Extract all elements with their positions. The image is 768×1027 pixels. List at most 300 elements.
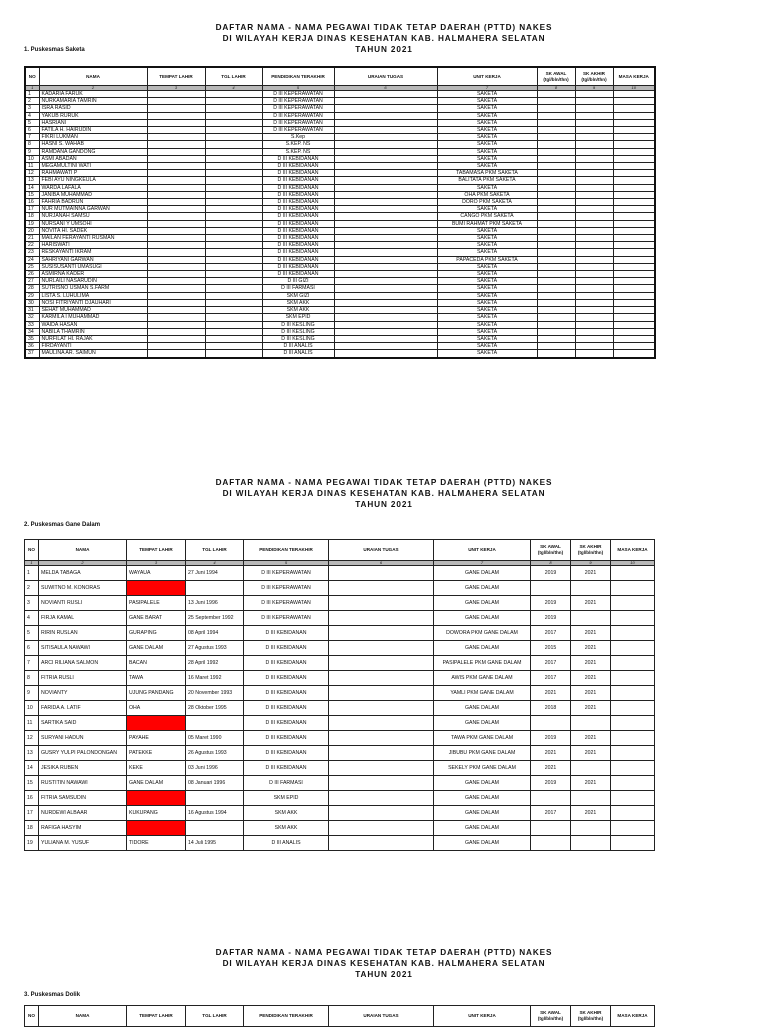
table-row xyxy=(25,611,655,626)
cell-sk-awal xyxy=(537,285,575,292)
cell-nama: RIRIN RUSLAN xyxy=(39,626,127,641)
cell-uraian-tugas xyxy=(329,566,434,581)
cell-unit-kerja: GANE DALAM xyxy=(434,611,531,626)
cell-uraian-tugas xyxy=(329,716,434,731)
cell-pendidikan: D III FARMASI xyxy=(262,285,334,292)
cell-tgl-lahir: 13 Juni 1996 xyxy=(186,596,244,611)
cell-no: 34 xyxy=(25,328,39,335)
cell-unit-kerja: OHA PKM SAKETA xyxy=(437,191,537,198)
cell-sk-awal xyxy=(537,249,575,256)
cell-unit-kerja: GANE DALAM xyxy=(434,776,531,791)
cell-uraian-tugas xyxy=(329,746,434,761)
cell-masa-kerja xyxy=(613,91,655,98)
cell-nama: NURFILAT HI. RAJAK xyxy=(39,335,147,342)
cell-pendidikan: D III KEPERAWATAN xyxy=(244,566,329,581)
cell-unit-kerja: SAKETA xyxy=(437,299,537,306)
cell-nama: YAKUB RURUK xyxy=(39,112,147,119)
cell-masa-kerja xyxy=(611,701,655,716)
cell-tempat-lahir xyxy=(147,155,205,162)
cell-unit-kerja: SEKELY PKM GANE DALAM xyxy=(434,761,531,776)
doc-title-line3: TAHUN 2021 xyxy=(355,45,413,54)
cell-unit-kerja: SAKETA xyxy=(437,242,537,249)
cell-unit-kerja: SAKETA xyxy=(437,105,537,112)
cell-sk-akhir xyxy=(575,127,613,134)
cell-sk-awal xyxy=(531,836,571,851)
cell-sk-akhir xyxy=(571,761,611,776)
cell-nama: MAULINA AR. SAIMUN xyxy=(39,350,147,358)
cell-tempat-lahir xyxy=(147,307,205,314)
cell-tempat-lahir xyxy=(147,256,205,263)
cell-uraian-tugas xyxy=(329,836,434,851)
cell-unit-kerja: GANE DALAM xyxy=(434,566,531,581)
cell-no: 9 xyxy=(25,148,39,155)
cell-tgl-lahir xyxy=(205,119,262,126)
cell-unit-kerja: SAKETA xyxy=(437,119,537,126)
cell-tgl-lahir xyxy=(205,350,262,358)
cell-sk-awal xyxy=(537,177,575,184)
cell-no: 4 xyxy=(25,611,39,626)
cell-pendidikan: D III KEPERAWATAN xyxy=(244,596,329,611)
cell-unit-kerja: GANE DALAM xyxy=(434,791,531,806)
column-header-tgl-lahir: TGL LAHIR xyxy=(186,1006,244,1027)
cell-nama: FITRIA SAMSUDIN xyxy=(39,791,127,806)
cell-masa-kerja xyxy=(613,278,655,285)
cell-tgl-lahir xyxy=(205,271,262,278)
cell-tempat-lahir xyxy=(147,328,205,335)
cell-nama: WARDA LAFALA xyxy=(39,184,147,191)
table-row xyxy=(25,314,655,321)
cell-nama: HASRIANI xyxy=(39,119,147,126)
cell-tgl-lahir: 27 Agustus 1993 xyxy=(186,641,244,656)
cell-no: 17 xyxy=(25,806,39,821)
cell-sk-awal xyxy=(537,119,575,126)
cell-uraian-tugas xyxy=(334,235,437,242)
table-row xyxy=(25,307,655,314)
table-row xyxy=(25,199,655,206)
cell-tempat-lahir xyxy=(147,321,205,328)
cell-uraian-tugas xyxy=(329,641,434,656)
cell-uraian-tugas xyxy=(329,656,434,671)
cell-sk-awal xyxy=(537,170,575,177)
cell-uraian-tugas xyxy=(334,177,437,184)
cell-sk-awal xyxy=(537,91,575,98)
cell-uraian-tugas xyxy=(329,671,434,686)
table-row xyxy=(25,249,655,256)
column-header-sk-awal: SK AWAL (tgl/bln/thn) xyxy=(531,1006,571,1027)
column-number: 2 xyxy=(39,86,147,91)
cell-nama: ASMI ABADAN xyxy=(39,155,147,162)
column-header-unit-kerja: UNIT KERJA xyxy=(437,67,537,86)
cell-unit-kerja: AWIS PKM GANE DALAM xyxy=(434,671,531,686)
cell-masa-kerja xyxy=(611,581,655,596)
cell-sk-awal xyxy=(531,821,571,836)
column-header-tgl-lahir: TGL LAHIR xyxy=(186,540,244,561)
cell-unit-kerja: SAKETA xyxy=(437,163,537,170)
cell-tempat-lahir xyxy=(147,235,205,242)
cell-tempat-lahir xyxy=(127,581,186,596)
cell-nama: MELDA TABAGA xyxy=(39,566,127,581)
cell-unit-kerja: SAKETA xyxy=(437,343,537,350)
table-row xyxy=(25,321,655,328)
cell-sk-awal: 2021 xyxy=(531,686,571,701)
cell-nama: NURDEWI ALBAAR xyxy=(39,806,127,821)
cell-unit-kerja: CANGO PKM SAKETA xyxy=(437,213,537,220)
cell-pendidikan: D III KEPERAWATAN xyxy=(262,127,334,134)
cell-sk-awal xyxy=(537,328,575,335)
table-row xyxy=(25,242,655,249)
table-row xyxy=(25,335,655,342)
cell-tgl-lahir: 28 Oktober 1995 xyxy=(186,701,244,716)
table-row xyxy=(25,626,655,641)
table-row xyxy=(25,836,655,851)
cell-tgl-lahir xyxy=(205,163,262,170)
cell-no: 26 xyxy=(25,271,39,278)
cell-no: 19 xyxy=(25,220,39,227)
cell-masa-kerja xyxy=(611,686,655,701)
cell-uraian-tugas xyxy=(334,141,437,148)
table-row xyxy=(25,731,655,746)
cell-uraian-tugas xyxy=(334,191,437,198)
cell-sk-awal xyxy=(537,227,575,234)
cell-sk-akhir: 2021 xyxy=(571,671,611,686)
column-number: 3 xyxy=(147,86,205,91)
table-row xyxy=(25,596,655,611)
cell-uraian-tugas xyxy=(334,343,437,350)
table-row xyxy=(25,566,655,581)
cell-uraian-tugas xyxy=(329,581,434,596)
cell-no: 16 xyxy=(25,791,39,806)
cell-sk-awal xyxy=(537,307,575,314)
column-header-sk-akhir: SK AKHIR (tgl/bln/thn) xyxy=(575,67,613,86)
table-row xyxy=(25,299,655,306)
cell-nama: NOVIANTY xyxy=(39,686,127,701)
table-row xyxy=(25,148,655,155)
column-number: 1 xyxy=(25,561,39,566)
cell-nama: ARCI RILIANA SALMON xyxy=(39,656,127,671)
cell-tempat-lahir xyxy=(147,314,205,321)
cell-nama: FATILA H. HAIRUDIN xyxy=(39,127,147,134)
cell-masa-kerja xyxy=(611,731,655,746)
cell-pendidikan: D III KEBIDANAN xyxy=(262,177,334,184)
cell-tempat-lahir xyxy=(127,791,186,806)
cell-pendidikan: D III KESLING xyxy=(262,328,334,335)
cell-uraian-tugas xyxy=(329,761,434,776)
cell-masa-kerja xyxy=(613,112,655,119)
cell-sk-akhir xyxy=(575,314,613,321)
cell-unit-kerja: SAKETA xyxy=(437,335,537,342)
column-number: 10 xyxy=(611,561,655,566)
cell-tgl-lahir xyxy=(205,256,262,263)
cell-tempat-lahir: WAYAUA xyxy=(127,566,186,581)
cell-pendidikan: SKM EPID xyxy=(244,791,329,806)
cell-no: 11 xyxy=(25,163,39,170)
cell-tempat-lahir xyxy=(147,220,205,227)
cell-nama: RAMDANA GANDONG xyxy=(39,148,147,155)
cell-pendidikan: SKM AKK xyxy=(244,806,329,821)
cell-sk-awal xyxy=(537,220,575,227)
cell-sk-akhir xyxy=(575,220,613,227)
cell-pendidikan: D III KEBIDANAN xyxy=(244,701,329,716)
cell-unit-kerja: GANE DALAM xyxy=(434,821,531,836)
doc-title-line1: DAFTAR NAMA - NAMA PEGAWAI TIDAK TETAP DAERAH (PTTD) NAKES xyxy=(215,23,553,32)
cell-pendidikan: D III KEBIDANAN xyxy=(244,686,329,701)
cell-masa-kerja xyxy=(613,98,655,105)
cell-unit-kerja: TAWA PKM GANE DALAM xyxy=(434,731,531,746)
cell-no: 7 xyxy=(25,656,39,671)
cell-tgl-lahir xyxy=(205,213,262,220)
cell-sk-akhir xyxy=(575,307,613,314)
cell-sk-akhir: 2021 xyxy=(571,731,611,746)
cell-tgl-lahir: 20 November 1993 xyxy=(186,686,244,701)
cell-unit-kerja: SAKETA xyxy=(437,184,537,191)
cell-tempat-lahir: OHA xyxy=(127,701,186,716)
cell-tgl-lahir xyxy=(205,299,262,306)
cell-no: 8 xyxy=(25,671,39,686)
column-number: 8 xyxy=(531,561,571,566)
cell-uraian-tugas xyxy=(334,271,437,278)
table-row xyxy=(25,716,655,731)
cell-nama: NABILA THAMRIN xyxy=(39,328,147,335)
cell-tgl-lahir: 25 September 1992 xyxy=(186,611,244,626)
table-row xyxy=(25,581,655,596)
cell-nama: SURYANI HADUN xyxy=(39,731,127,746)
cell-tempat-lahir: GURAPING xyxy=(127,626,186,641)
cell-unit-kerja: SAKETA xyxy=(437,328,537,335)
cell-sk-awal: 2019 xyxy=(531,776,571,791)
cell-pendidikan: D III KEPERAWATAN xyxy=(262,119,334,126)
cell-uraian-tugas xyxy=(334,163,437,170)
cell-sk-awal: 2021 xyxy=(531,761,571,776)
cell-no: 36 xyxy=(25,343,39,350)
cell-no: 22 xyxy=(25,242,39,249)
cell-sk-awal xyxy=(537,263,575,270)
cell-sk-awal: 2017 xyxy=(531,626,571,641)
column-header-masa-kerja: MASA KERJA xyxy=(611,540,655,561)
cell-nama: SUSISUSANTI UMASUGI xyxy=(39,263,147,270)
table-row xyxy=(25,177,655,184)
column-number: 10 xyxy=(613,86,655,91)
cell-sk-awal xyxy=(531,716,571,731)
column-header-sk-akhir: SK AKHIR (tgl/bln/thn) xyxy=(571,540,611,561)
cell-masa-kerja xyxy=(613,127,655,134)
cell-sk-akhir xyxy=(571,821,611,836)
column-header-no: NO xyxy=(25,540,39,561)
cell-nama: ISRA RASID xyxy=(39,105,147,112)
cell-masa-kerja xyxy=(613,141,655,148)
cell-sk-awal xyxy=(537,184,575,191)
cell-unit-kerja: YAMLI PKM GANE DALAM xyxy=(434,686,531,701)
column-header-masa-kerja: MASA KERJA xyxy=(613,67,655,86)
cell-tempat-lahir xyxy=(147,127,205,134)
cell-uraian-tugas xyxy=(334,155,437,162)
column-number: 6 xyxy=(329,561,434,566)
cell-pendidikan: D III KEBIDANAN xyxy=(262,155,334,162)
cell-sk-awal xyxy=(537,335,575,342)
cell-sk-akhir xyxy=(575,278,613,285)
cell-unit-kerja: DOWORA PKM GANE DALAM xyxy=(434,626,531,641)
cell-unit-kerja: GANE DALAM xyxy=(434,716,531,731)
cell-no: 16 xyxy=(25,199,39,206)
cell-sk-akhir xyxy=(575,328,613,335)
column-header-unit-kerja: UNIT KERJA xyxy=(434,1006,531,1027)
cell-no: 30 xyxy=(25,299,39,306)
cell-pendidikan: SKM AKK xyxy=(244,821,329,836)
cell-sk-akhir xyxy=(575,350,613,358)
cell-no: 2 xyxy=(25,98,39,105)
cell-nama: NURKAMARIA TAMRIN xyxy=(39,98,147,105)
cell-tgl-lahir: 03 Juni 1996 xyxy=(186,761,244,776)
column-header-masa-kerja: MASA KERJA xyxy=(611,1006,655,1027)
cell-masa-kerja xyxy=(613,307,655,314)
column-header-unit-kerja: UNIT KERJA xyxy=(434,540,531,561)
cell-no: 3 xyxy=(25,105,39,112)
column-header-tempat-lahir: TEMPAT LAHIR xyxy=(147,67,205,86)
cell-uraian-tugas xyxy=(334,91,437,98)
column-header-no: NO xyxy=(25,67,39,86)
cell-sk-akhir xyxy=(571,581,611,596)
cell-sk-awal: 2019 xyxy=(531,566,571,581)
cell-no: 5 xyxy=(25,119,39,126)
cell-masa-kerja xyxy=(613,263,655,270)
cell-sk-akhir xyxy=(575,321,613,328)
cell-masa-kerja xyxy=(611,671,655,686)
cell-uraian-tugas xyxy=(334,256,437,263)
cell-sk-awal xyxy=(537,148,575,155)
cell-pendidikan: D III KEBIDANAN xyxy=(262,271,334,278)
cell-tgl-lahir: 16 Agustus 1994 xyxy=(186,806,244,821)
cell-uraian-tugas xyxy=(334,285,437,292)
cell-unit-kerja: GANE DALAM xyxy=(434,581,531,596)
cell-tgl-lahir xyxy=(205,199,262,206)
cell-nama: YULIANA M. YUSUF xyxy=(39,836,127,851)
cell-sk-awal: 2019 xyxy=(531,611,571,626)
cell-nama: NOSI FITRIYANTI DJAUHARI xyxy=(39,299,147,306)
cell-no: 4 xyxy=(25,112,39,119)
cell-tempat-lahir: GANE DALAM xyxy=(127,776,186,791)
cell-masa-kerja xyxy=(611,791,655,806)
cell-unit-kerja: GANE DALAM xyxy=(434,701,531,716)
cell-sk-akhir xyxy=(575,163,613,170)
cell-pendidikan: D III ANALIS xyxy=(262,343,334,350)
column-header-pendidikan: PENDIDIKAN TERAKHIR xyxy=(244,1006,329,1027)
cell-tgl-lahir xyxy=(205,191,262,198)
cell-pendidikan: SKM GIZI xyxy=(262,292,334,299)
cell-no: 24 xyxy=(25,256,39,263)
cell-sk-akhir xyxy=(575,263,613,270)
cell-uraian-tugas xyxy=(329,776,434,791)
cell-uraian-tugas xyxy=(329,701,434,716)
cell-uraian-tugas xyxy=(334,148,437,155)
section-heading: 1. Puskesmas Saketa xyxy=(24,47,85,53)
column-header-nama: NAMA xyxy=(39,67,147,86)
cell-pendidikan: S.KEP. NS xyxy=(262,148,334,155)
cell-no: 32 xyxy=(25,314,39,321)
table-row xyxy=(25,278,655,285)
column-header-nama: NAMA xyxy=(39,1006,127,1027)
cell-sk-awal xyxy=(537,206,575,213)
cell-pendidikan: D III KEPERAWATAN xyxy=(262,98,334,105)
cell-tgl-lahir xyxy=(186,791,244,806)
cell-pendidikan: D III KEBIDANAN xyxy=(244,656,329,671)
cell-unit-kerja: SAKETA xyxy=(437,321,537,328)
table-row xyxy=(25,91,655,98)
column-header-uraian-tugas: URAIAN TUGAS xyxy=(329,1006,434,1027)
cell-tempat-lahir xyxy=(147,263,205,270)
table-row xyxy=(25,191,655,198)
cell-masa-kerja xyxy=(613,314,655,321)
cell-tempat-lahir: TAWA xyxy=(127,671,186,686)
cell-unit-kerja: BALITATA PKM SAKETA xyxy=(437,177,537,184)
cell-tgl-lahir xyxy=(205,170,262,177)
cell-nama: SUWITNO M. KONORAS xyxy=(39,581,127,596)
doc-title-line2: DI WILAYAH KERJA DINAS KESEHATAN KAB. HALMAHERA SELATAN xyxy=(222,959,546,968)
cell-sk-akhir: 2021 xyxy=(571,776,611,791)
column-number: 9 xyxy=(575,86,613,91)
column-number: 2 xyxy=(39,561,127,566)
cell-tgl-lahir xyxy=(205,141,262,148)
cell-tempat-lahir xyxy=(147,242,205,249)
cell-nama: NURSANI Y UMSOHI xyxy=(39,220,147,227)
cell-masa-kerja xyxy=(611,821,655,836)
cell-uraian-tugas xyxy=(334,328,437,335)
column-header-sk-awal: SK AWAL (tgl/bln/thn) xyxy=(531,540,571,561)
cell-uraian-tugas xyxy=(334,278,437,285)
cell-tempat-lahir xyxy=(127,716,186,731)
table-row xyxy=(25,806,655,821)
cell-pendidikan: D III KEBIDANAN xyxy=(262,220,334,227)
column-number: 5 xyxy=(244,561,329,566)
table-row xyxy=(25,701,655,716)
cell-sk-awal: 2017 xyxy=(531,656,571,671)
cell-nama: FAHRIA BADRUN xyxy=(39,199,147,206)
cell-tempat-lahir: GANE DALAM xyxy=(127,641,186,656)
cell-unit-kerja: SAKETA xyxy=(437,314,537,321)
cell-nama: RESKAYANTI IKRAM xyxy=(39,249,147,256)
cell-masa-kerja xyxy=(613,119,655,126)
cell-no: 15 xyxy=(25,776,39,791)
cell-no: 33 xyxy=(25,321,39,328)
cell-uraian-tugas xyxy=(334,227,437,234)
cell-sk-awal: 2019 xyxy=(531,731,571,746)
cell-uraian-tugas xyxy=(334,292,437,299)
cell-nama: KARMILA I MUHAMMAD xyxy=(39,314,147,321)
cell-tempat-lahir xyxy=(147,163,205,170)
cell-pendidikan: D III KEBIDANAN xyxy=(262,199,334,206)
cell-nama: RUSTITIN NAWAWI xyxy=(39,776,127,791)
column-header-pendidikan: PENDIDIKAN TERAKHIR xyxy=(262,67,334,86)
cell-sk-awal xyxy=(537,235,575,242)
cell-tempat-lahir xyxy=(147,98,205,105)
cell-tgl-lahir: 16 Maret 1992 xyxy=(186,671,244,686)
cell-tempat-lahir xyxy=(147,206,205,213)
cell-unit-kerja: SAKETA xyxy=(437,271,537,278)
doc-title-line3: TAHUN 2021 xyxy=(355,970,413,979)
table-row xyxy=(25,141,655,148)
header-row xyxy=(25,67,655,86)
cell-nama: GUSRY YULPI PALONDONGAN xyxy=(39,746,127,761)
cell-unit-kerja: GANE DALAM xyxy=(434,836,531,851)
cell-sk-akhir: 2021 xyxy=(571,566,611,581)
cell-masa-kerja xyxy=(611,596,655,611)
cell-tempat-lahir xyxy=(147,141,205,148)
cell-masa-kerja xyxy=(613,335,655,342)
cell-sk-akhir xyxy=(575,343,613,350)
cell-sk-awal: 2021 xyxy=(531,746,571,761)
cell-no: 13 xyxy=(25,177,39,184)
cell-sk-awal: 2019 xyxy=(531,596,571,611)
cell-nama: SAHRIYANI GARWAN xyxy=(39,256,147,263)
cell-uraian-tugas xyxy=(329,791,434,806)
